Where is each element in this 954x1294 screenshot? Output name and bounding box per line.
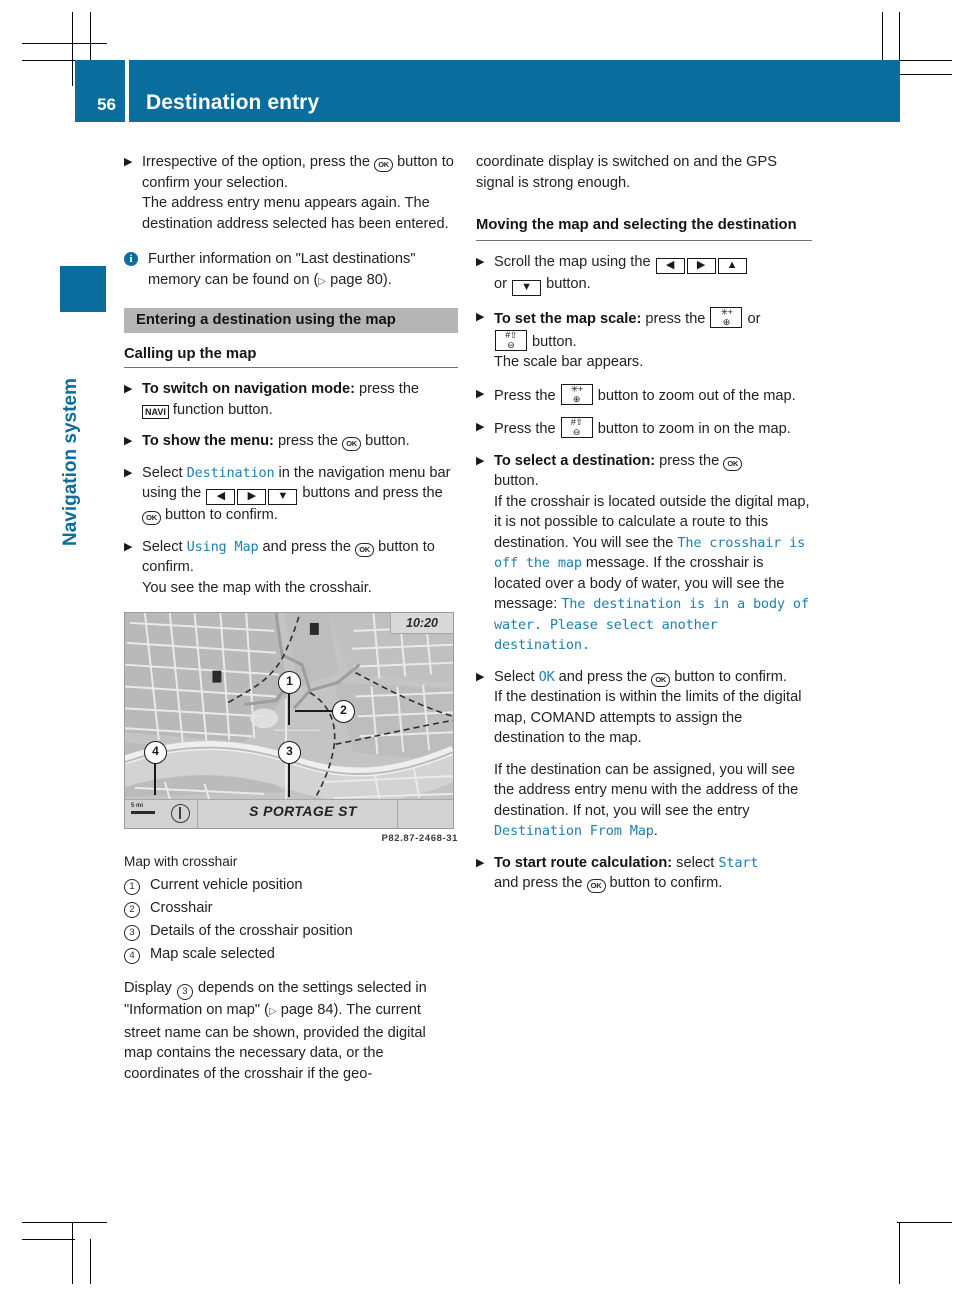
- legend-number-circle: 2: [124, 902, 140, 918]
- map-scale-indicator: [131, 803, 157, 814]
- step-show-menu-bold: To show the menu:: [142, 433, 274, 449]
- step-select-dest-body-b: message. If the crosshair is located over a body of water, you will see the message:: [494, 555, 785, 612]
- step-zoom-in: [476, 417, 812, 440]
- step-using-map-text-b: and press the: [258, 538, 356, 555]
- chapter-tab-marker: [60, 266, 106, 312]
- callout-marker-4: 4: [144, 741, 167, 764]
- step-start-route-text-c: button to confirm.: [605, 875, 723, 891]
- step-bullet-icon: ▶: [476, 387, 485, 400]
- step-map-scale-text-a: press the: [641, 311, 710, 327]
- step-select-ok: [476, 667, 812, 842]
- figure-legend-item: [124, 944, 458, 965]
- step-start-route-bold: To start route calculation:: [494, 854, 673, 871]
- step-confirm-text-b: button to confirm your selection.: [142, 154, 454, 191]
- screen-text-ok: OK: [538, 668, 555, 685]
- callout-marker-2: 2: [332, 700, 355, 723]
- step-scroll-text-b: or: [494, 276, 512, 292]
- step-confirm-selection: [124, 152, 458, 234]
- step-select-dest-bold: To select a destination:: [494, 452, 656, 469]
- zoom-out-key-top: ✳+: [720, 307, 733, 317]
- zoom-out-button-icon: [561, 384, 593, 405]
- page-reference: [269, 1002, 334, 1018]
- screen-text-start: Start: [718, 854, 759, 871]
- legend-number-circle: 3: [124, 925, 140, 941]
- step-bullet-icon: ▶: [476, 311, 485, 323]
- page-reference: [318, 272, 383, 288]
- crop-mark-bottom-right-v: [899, 1222, 900, 1284]
- legend-label: Crosshair: [150, 900, 213, 916]
- step-nav-mode-bold: To switch on navigation mode:: [142, 381, 355, 397]
- map-clock: 10:20: [390, 613, 453, 634]
- step-scroll-text-a: Scroll the map using the: [494, 254, 655, 270]
- crop-mark-top-right-h2: [899, 74, 952, 75]
- callout-marker-1: 1: [278, 671, 301, 694]
- note-text-a: Further information on "Last destinations" memory can be found on (: [148, 251, 416, 288]
- down-arrow-button-icon: ▼: [268, 489, 297, 505]
- step-select-using-map: [124, 537, 458, 599]
- step-confirm-text-a: Irrespective of the option, press the: [142, 154, 375, 170]
- step-nav-mode-text-b: function button.: [168, 401, 273, 418]
- legend-number: [124, 898, 150, 919]
- crop-mark-bottom-left-h: [22, 1222, 107, 1223]
- zoom-out-key-magnifier: ⊕: [572, 393, 581, 404]
- right-column: [476, 152, 812, 905]
- legend-number: [124, 921, 150, 942]
- legend-number: [124, 875, 150, 896]
- step-zoom-out-text-a: Press the: [494, 387, 560, 404]
- section-heading-band: Entering a destination using the map: [124, 308, 458, 333]
- left-column: [124, 152, 458, 1095]
- status-bar-divider: [397, 800, 398, 828]
- step-select-destination: [124, 463, 458, 526]
- map-scale-bar: [131, 811, 155, 814]
- step-bullet-icon: ▶: [476, 421, 485, 433]
- info-icon: i: [124, 252, 138, 266]
- ok-button-icon: OK: [142, 511, 161, 525]
- step-select-dest-body-a: If the crosshair is located outside the digital map, it is not possible to calculate a route to this destination. You will see the: [494, 493, 810, 551]
- step-scroll-the-map: [476, 252, 812, 296]
- crop-mark-top-left-h2: [22, 60, 75, 61]
- step-ok-body-2a: If the destination can be assigned, you will see the address entry menu with the address of the destination. If not, you will see the entry: [494, 761, 799, 819]
- subsection-heading-moving-the-map: Moving the map and selecting the destination: [476, 215, 812, 241]
- step-select-a-destination: [476, 451, 812, 656]
- page-ref-label: page 80: [330, 271, 383, 288]
- compass-icon: [171, 804, 190, 823]
- figure-map-with-crosshair: [124, 612, 458, 965]
- step-ok-body-1: If the destination is within the limits of the digital map, COMAND attempts to assign the destination to the map.: [494, 689, 802, 746]
- step-start-route-text-b: and press the: [494, 875, 587, 891]
- crop-mark-top-left-h: [22, 43, 107, 44]
- closing-text-b: depends on the settings selected in "Information on map" (: [124, 980, 427, 1018]
- step-sel-dest-text-d: button to confirm.: [161, 507, 278, 523]
- paragraph-continued: coordinate display is switched on and the GPS signal is strong enough.: [476, 154, 777, 191]
- figure-legend-item: [124, 921, 458, 942]
- zoom-out-key-top: ✳+: [570, 383, 583, 394]
- screen-text-destination-from-map: Destination From Map: [494, 823, 654, 839]
- screen-text-using-map: Using Map: [186, 538, 259, 555]
- step-bullet-icon: ▶: [476, 256, 485, 268]
- figure-caption: Map with crosshair: [124, 854, 238, 869]
- step-map-scale-text-b: or: [743, 311, 761, 327]
- crop-mark-bottom-right-h: [897, 1222, 952, 1223]
- legend-label: Current vehicle position: [150, 877, 303, 893]
- step-zoom-in-text-b: button to zoom in on the map.: [593, 421, 791, 437]
- map-scale-label: 5 mi: [131, 803, 144, 809]
- crop-mark-bottom-left-v: [72, 1222, 73, 1284]
- zoom-in-button-icon: [561, 417, 593, 438]
- closing-text-c: ). The current street name can be shown, provided the digital map contains the necessary data, or the coordinates of the crosshair if the geo-: [124, 1002, 426, 1082]
- left-arrow-button-icon: ◀: [206, 489, 235, 505]
- crop-mark-top-left-v2: [90, 12, 91, 60]
- down-arrow-button-icon: ▼: [512, 280, 541, 296]
- chapter-label: Navigation system: [60, 378, 81, 546]
- page-ref-label: page 84: [280, 1002, 334, 1018]
- step-using-map-line2: You see the map with the crosshair.: [142, 579, 372, 596]
- step-using-map-text-c: button to confirm.: [142, 538, 435, 575]
- step-bullet-icon: ▶: [124, 435, 133, 447]
- step-scroll-text-c: button.: [542, 276, 591, 292]
- step-show-menu-text-a: press the: [273, 433, 343, 449]
- step-show-the-menu: [124, 431, 458, 452]
- step-zoom-in-text-a: Press the: [494, 421, 560, 437]
- step-bullet-icon: ▶: [124, 383, 133, 395]
- legend-number-circle: 4: [124, 948, 140, 964]
- map-screenshot: [124, 612, 454, 829]
- zoom-in-button-icon: [495, 330, 527, 351]
- navi-button-icon: NAVI: [142, 405, 169, 419]
- figure-legend-item: [124, 898, 458, 919]
- step-map-scale-bold: To set the map scale:: [494, 311, 642, 327]
- legend-label: Details of the crosshair position: [150, 923, 353, 939]
- ok-button-icon: OK: [723, 457, 742, 471]
- callout-leader-2: [295, 710, 337, 712]
- step-select-dest-text-a: press the: [655, 452, 724, 469]
- paragraph-display-settings: [124, 978, 458, 1084]
- step-ok-text-b: and press the: [554, 668, 652, 685]
- page-header: [75, 60, 900, 122]
- zoom-in-key-magnifier: ⊖: [507, 339, 515, 350]
- callout-marker-3: 3: [278, 741, 301, 764]
- ok-button-icon: OK: [342, 437, 361, 451]
- callout-leader-4: [154, 761, 156, 795]
- step-start-route-text-a: select: [672, 854, 719, 871]
- legend-number: [124, 944, 150, 965]
- step-bullet-icon: ▶: [476, 856, 485, 869]
- step-bullet-icon: ▶: [476, 670, 485, 683]
- map-status-bar: [125, 799, 453, 828]
- legend-number-circle: 1: [124, 879, 140, 895]
- zoom-in-key-top: #⇧: [570, 417, 583, 427]
- zoom-in-key-magnifier: ⊖: [572, 427, 581, 437]
- crop-mark-top-right-v: [882, 12, 883, 60]
- step-bullet-icon: ▶: [124, 466, 133, 479]
- step-sel-dest-text-c: buttons and press the: [298, 485, 443, 501]
- ok-button-icon: OK: [651, 673, 670, 687]
- ok-button-icon: OK: [587, 879, 606, 893]
- screen-text-destination: Destination: [186, 464, 275, 481]
- ok-button-icon: OK: [355, 543, 374, 557]
- crop-mark-bottom-left-h2: [22, 1239, 75, 1240]
- step-ok-text-a: Select: [494, 668, 539, 685]
- step-ok-body-2b: .: [653, 823, 658, 839]
- screen-text-crosshair-off-map: The crosshair is off the map: [494, 534, 806, 571]
- note-last-destinations: [124, 249, 458, 292]
- step-show-menu-text-b: button.: [361, 433, 410, 449]
- closing-text-a: Display: [124, 980, 176, 996]
- step-start-route-calculation: [476, 853, 812, 894]
- page-ref-triangle-icon: ▷: [318, 275, 327, 287]
- step-sel-dest-text-a: Select: [142, 464, 187, 481]
- zoom-out-key-magnifier: ⊕: [722, 317, 731, 327]
- note-text-b: ).: [382, 271, 392, 288]
- crop-mark-top-left-v: [72, 12, 73, 86]
- step-zoom-out-text-b: button to zoom out of the map.: [593, 387, 796, 404]
- figure-part-number: P82.87-2468-31: [381, 833, 458, 844]
- page-number: 56: [75, 60, 125, 122]
- callout-leader-3: [288, 761, 290, 797]
- step-zoom-out: [476, 384, 812, 407]
- inline-callout-3: 3: [177, 984, 193, 1000]
- step-select-dest-text-b: button.: [494, 473, 539, 489]
- page-ref-triangle-icon: ▷: [269, 1006, 277, 1017]
- left-arrow-button-icon: ◀: [656, 258, 685, 274]
- zoom-out-button-icon: [710, 307, 742, 328]
- ok-button-icon: OK: [374, 158, 393, 172]
- step-switch-on-navigation-mode: [124, 379, 458, 420]
- page-title: Destination entry: [129, 60, 900, 122]
- callout-leader-1: [288, 691, 290, 725]
- step-confirm-line2: The address entry menu appears again. The destination address selected has been entered.: [142, 195, 449, 232]
- map-street-name: S PORTAGE ST: [249, 803, 357, 819]
- up-arrow-button-icon: ▲: [718, 258, 747, 274]
- status-bar-divider: [197, 800, 198, 828]
- step-bullet-icon: ▶: [124, 540, 133, 553]
- step-bullet-icon: ▶: [476, 454, 485, 467]
- right-arrow-button-icon: ▶: [237, 489, 266, 505]
- step-map-scale-text-c: button.: [528, 333, 577, 350]
- step-bullet-icon: ▶: [124, 156, 133, 168]
- zoom-in-key-top: #⇧: [505, 329, 517, 340]
- screen-text-body-of-water: The destination is in a body of water. Please select another destination.: [494, 596, 809, 653]
- legend-label: Map scale selected: [150, 946, 275, 962]
- step-set-map-scale: [476, 307, 812, 373]
- step-ok-text-c: button to confirm.: [670, 668, 787, 685]
- step-map-scale-line2: The scale bar appears.: [494, 354, 644, 370]
- crop-mark-bottom-left-v2: [90, 1239, 91, 1284]
- step-nav-mode-text-a: press the: [354, 381, 420, 397]
- step-sel-dest-text-b: in the navigation menu bar using the: [142, 464, 451, 501]
- step-using-map-text-a: Select: [142, 538, 187, 555]
- right-arrow-button-icon: ▶: [687, 258, 716, 274]
- crop-mark-top-right-h: [897, 60, 952, 61]
- figure-legend-item: [124, 875, 458, 896]
- subsection-heading-calling-up-map: Calling up the map: [124, 346, 458, 368]
